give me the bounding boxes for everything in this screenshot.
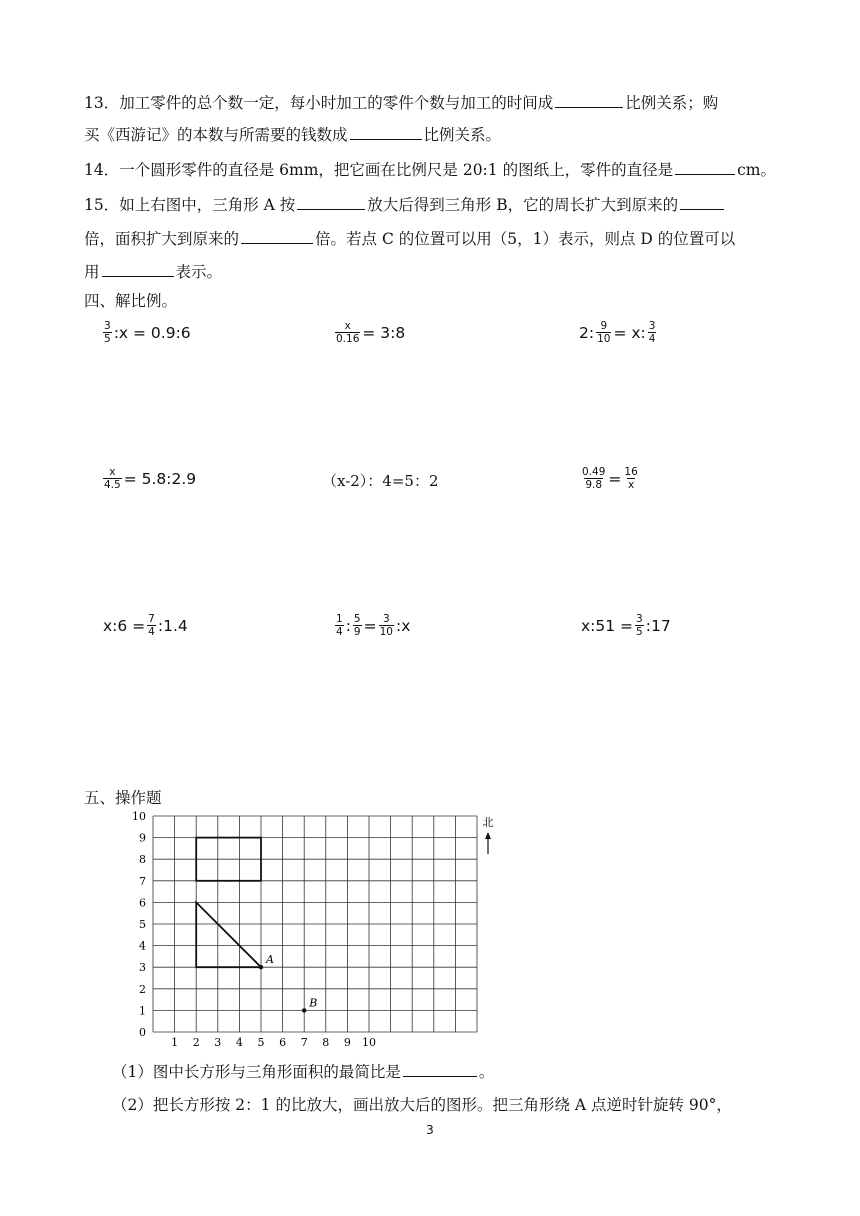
x-tick-label: 9 xyxy=(343,1036,351,1048)
sub2-line: （2）把长方形按 2：1 的比放大，画出放大后的图形。把三角形绕 A 点逆时针旋转 90°， xyxy=(112,1096,732,1114)
x-tick-label: 7 xyxy=(300,1036,308,1048)
x-tick-label: 8 xyxy=(322,1036,330,1048)
north-label: 北 xyxy=(482,816,494,829)
q14-line xyxy=(84,159,776,180)
x-tick-label: 1 xyxy=(171,1036,179,1048)
fraction: $\frac{16}{x}$ xyxy=(624,466,638,491)
fraction: $\frac{3}{5}$ xyxy=(104,320,111,345)
fraction: $\frac{3}{5}$ xyxy=(636,613,643,638)
equation-8: $\frac{1}{4}$ : $\frac{5}{9}$ = $\frac{3}{10}$ :x xyxy=(336,613,411,638)
equation-2: $\frac{x}{0.16}$ = 3:8 xyxy=(336,320,406,345)
y-tick-label: 10 xyxy=(132,810,146,823)
q15-text-3a: 用 xyxy=(84,263,100,281)
q13-text-1a: 13．加工零件的总个数一定，每小时加工的零件个数与加工的时间成 xyxy=(84,94,554,112)
y-tick-label: 8 xyxy=(139,853,146,867)
q15-blank-2[interactable] xyxy=(680,194,724,210)
q15-line1 xyxy=(84,194,726,215)
q13-line1 xyxy=(84,92,718,113)
north-arrow-icon xyxy=(485,832,491,839)
fraction: $\frac{1}{4}$ xyxy=(336,613,343,638)
q13-blank-2[interactable] xyxy=(350,124,422,140)
q15-text-2b: 倍。若点 C 的位置可以用（5，1）表示，则点 D 的位置可以 xyxy=(315,230,736,248)
y-tick-label: 0 xyxy=(139,1026,146,1039)
y-tick-label: 1 xyxy=(139,1004,146,1018)
sub1-text-a: （1）图中长方形与三角形面积的最简比是 xyxy=(112,1063,401,1081)
q13-line2 xyxy=(84,124,501,145)
x-tick-label: 10 xyxy=(362,1036,376,1048)
equation-3: 2: $\frac{9}{10}$ = x: $\frac{3}{4}$ xyxy=(579,320,656,345)
equation-4: $\frac{x}{4.5}$ = 5.8:2.9 xyxy=(104,466,197,491)
y-tick-label: 3 xyxy=(139,961,146,975)
q15-blank-1[interactable] xyxy=(297,194,365,210)
q15-blank-3[interactable] xyxy=(241,228,313,244)
q15-text-2a: 倍，面积扩大到原来的 xyxy=(84,230,240,248)
sub1-text-b: 。 xyxy=(478,1063,495,1081)
sub1-line xyxy=(112,1061,494,1082)
x-tick-label: 5 xyxy=(257,1036,265,1048)
q14-text-b: cm。 xyxy=(737,161,776,179)
q14-text-a: 14．一个圆形零件的直径是 6mm，把它画在比例尺是 20:1 的图纸上，零件的直径是 xyxy=(84,161,674,179)
y-tick-label: 7 xyxy=(139,874,146,888)
fraction: $\frac{9}{10}$ xyxy=(597,320,611,345)
q15-line2 xyxy=(84,228,735,249)
y-tick-label: 9 xyxy=(139,831,146,845)
point-a-label: A xyxy=(266,953,274,967)
q13-text-2a: 买《西游记》的本数与所需要的钱数成 xyxy=(84,126,348,144)
q15-text-1a: 15．如上右图中，三角形 A 按 xyxy=(84,196,296,214)
q15-text-1b: 放大后得到三角形 B，它的周长扩大到原来的 xyxy=(367,196,679,214)
fraction: $\frac{5}{9}$ xyxy=(353,613,361,638)
y-tick-label: 6 xyxy=(139,896,146,910)
coordinate-grid-figure xyxy=(118,808,518,1048)
fraction: $\frac{0.49}{9.8}$ xyxy=(582,466,606,491)
equation-1: $\frac{3}{5}$ :x = 0.9:6 xyxy=(104,320,191,345)
equation-6: $\frac{0.49}{9.8}$ = $\frac{16}{x}$ xyxy=(582,466,638,491)
section4-title: 四、解比例。 xyxy=(84,292,178,310)
y-tick-label: 2 xyxy=(139,982,146,996)
sub1-blank[interactable] xyxy=(403,1061,477,1077)
q13-blank-1[interactable] xyxy=(555,92,623,108)
fraction: $\frac{x}{4.5}$ xyxy=(104,466,121,491)
equation-7: x:6 = $\frac{7}{4}$ :1.4 xyxy=(103,613,188,638)
x-tick-label: 2 xyxy=(192,1036,200,1048)
page-number: 3 xyxy=(426,1123,434,1137)
fraction: $\frac{3}{4}$ xyxy=(648,320,656,345)
fraction: $\frac{x}{0.16}$ xyxy=(336,320,360,345)
q14-blank[interactable] xyxy=(675,159,735,175)
point-b-label: B xyxy=(309,996,318,1010)
equation-5: （x-2）：4=5：2 xyxy=(322,472,439,490)
fraction: $\frac{3}{10}$ xyxy=(379,613,393,638)
y-tick-label: 4 xyxy=(139,939,146,953)
q15-blank-4[interactable] xyxy=(102,261,174,277)
q13-text-1b: 比例关系；购 xyxy=(625,94,719,112)
x-tick-label: 6 xyxy=(279,1036,287,1048)
y-tick-label: 5 xyxy=(139,918,146,931)
q15-line3 xyxy=(84,261,222,282)
q15-text-3b: 表示。 xyxy=(175,263,223,281)
point-a-dot xyxy=(259,965,263,969)
equation-9: x:51 = $\frac{3}{5}$ :17 xyxy=(581,613,671,638)
x-tick-label: 3 xyxy=(214,1036,222,1048)
point-b-dot xyxy=(302,1008,306,1012)
fraction: $\frac{7}{4}$ xyxy=(148,613,155,638)
grid-svg xyxy=(118,808,518,1048)
q13-text-2b: 比例关系。 xyxy=(423,126,502,144)
triangle-shape xyxy=(196,902,261,967)
x-tick-label: 4 xyxy=(235,1036,243,1048)
section5-title: 五、操作题 xyxy=(84,789,162,807)
